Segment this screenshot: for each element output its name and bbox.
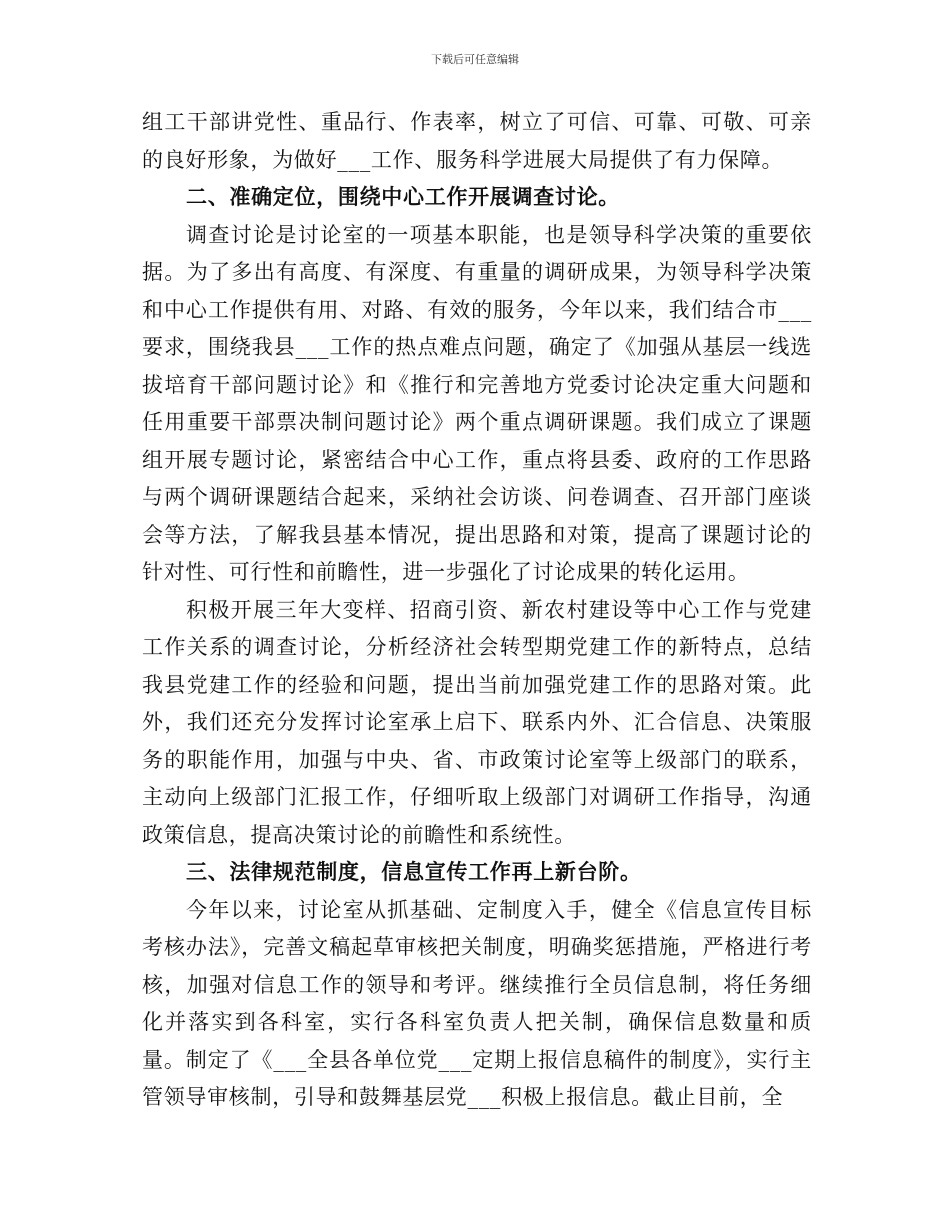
paragraph-continuation: 组工干部讲党性、重品行、作表率，树立了可信、可靠、可敬、可亲的良好形象，为做好___工作、服务科学进展大局提供了有力保障。 (142, 110, 812, 172)
paragraph-party-building: 积极开展三年大变样、招商引资、新农村建设等中心工作与党建工作关系的调查讨论，分析经济社会转型期党建工作的新特点，总结我县党建工作的经验和问题，提出当前加强党建工作的思路对策。此外，我们还充分发挥讨论室承上启下、联系内外、汇合信息、决策服务的职能作用，加强与中央、省、市政策讨论室等上级部门的联系，主动向上级部门汇报工作，仔细听取上级部门对调研工作指导，沟通政策信息，提高决策讨论的前瞻性和系统性。 (142, 597, 812, 847)
section-heading-2: 二、准确定位，围绕中心工作开展调查讨论。 (186, 185, 620, 209)
paragraph-information: 今年以来，讨论室从抓基础、定制度入手，健全《信息宣传目标考核办法》，完善文稿起草审核把关制度，明确奖惩措施，严格进行考核，加强对信息工作的领导和考评。继续推行全员信息制，将任务细化并落实到各科室，实行各科室负责人把关制，确保信息数量和质量。制定了《___全县各单位党___定期上报信息稿件的制度》，实行主管领导审核制，引导和鼓舞基层党___积极上报信息。截止目前，全 (142, 897, 812, 1109)
section-heading-3: 三、法律规范制度，信息宣传工作再上新台阶。 (186, 860, 642, 884)
page-header: 下载后可任意编辑 (431, 53, 519, 66)
document-body (142, 104, 812, 1117)
paragraph-research: 调查讨论是讨论室的一项基本职能，也是领导科学决策的重要依据。为了多出有高度、有深度、有重量的调研成果，为领导科学决策和中心工作提供有用、对路、有效的服务，今年以来，我们结合市___要求，围绕我县___工作的热点难点问题，确定了《加强从基层一线选拔培育干部问题讨论》和《推行和完善地方党委讨论决定重大问题和任用重要干部票决制问题讨论》两个重点调研课题。我们成立了课题组开展专题讨论，紧密结合中心工作，重点将县委、政府的工作思路与两个调研课题结合起来，采纳社会访谈、问卷调查、召开部门座谈会等方法，了解我县基本情况，提出思路和对策，提高了课题讨论的针对性、可行性和前瞻性，进一步强化了讨论成果的转化运用。 (142, 222, 812, 584)
